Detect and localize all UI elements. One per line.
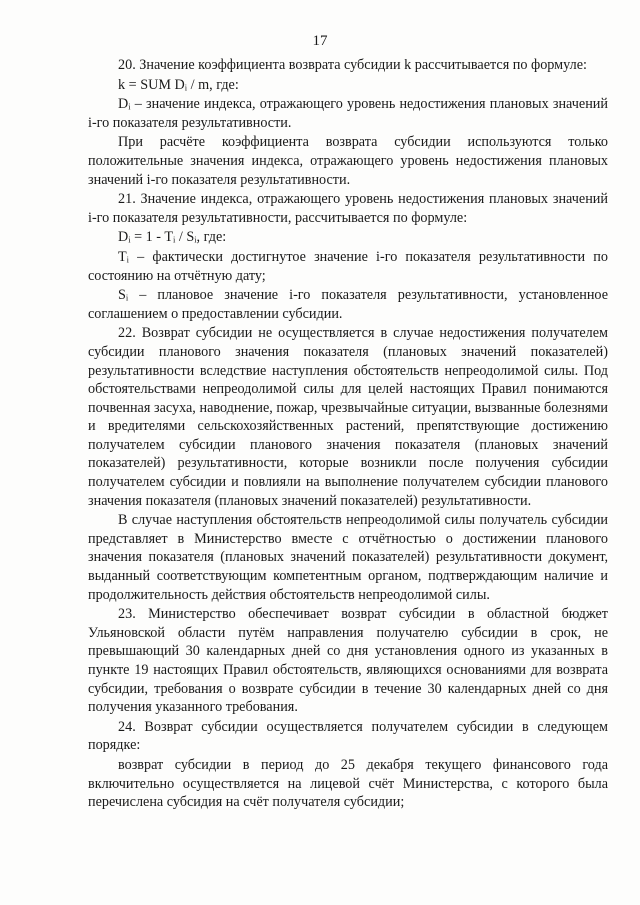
paragraph-20: 20. Значение коэффициента возврата субсидии k рассчитывается по формуле: — [118, 57, 587, 73]
paragraph-23: 23. Министерство обеспечивает возврат субсидии в областной бюджет Ульяновской области путём направления получателю субсидии в срок, не превышающий 30 календарных дней со дня установления одного из указанных в пункте 19 настоящих Правил обстоятельств, являющихся основаниями для возврата субсидии, требования о возврате субсидии в течение 30 календарных дней со дня получения указанного требования. — [88, 606, 608, 716]
paragraph-24: 24. Возврат субсидии осуществляется получателем субсидии в следующем порядке: — [88, 718, 608, 754]
paragraph-22: 22. Возврат субсидии не осуществляется в случае недостижения получателем субсидии планового значения показателя (плановых значений показателей) результативности вследствие наступления обстоятельств непреодолимой силы. Под обстоятельствами непреодолимой силы для целей настоящих Правил понимаются почвенная засуха, наводнение, пожар, чрезвычайные ситуации, вызванные болезнями и вредителями сельскохозяйственных растений, препятствующие достижению получателем субсидии планового значения показателя (плановых значений показателей) результативности, которые возникли после получения субсидии получателем субсидии и повлияли на выполнение получателем субсидии планового значения показателя (плановых значений показателей) результативности. — [88, 325, 608, 509]
document-body — [88, 56, 608, 813]
paragraph-22-force-majeure: В случае наступления обстоятельств непреодолимой силы получатель субсидии представляет в Министерство вместе с отчётностью о достижении планового значения показателя (плановых значений показателей) результативности документ, выданный соответствующим компетентным органом, подтверждающим наличие и продолжительность действия обстоятельств непреодолимой силы. — [88, 512, 608, 603]
paragraph-24-refund-order: возврат субсидии в период до 25 декабря текущего финансового года включительно осуществляется на лицевой счёт Министерства, с которого была перечислена субсидия на счёт получателя субсидии; — [88, 756, 608, 811]
formula-di: Dᵢ = 1 - Tᵢ / Sᵢ, где: — [118, 229, 227, 246]
paragraph-21-si-definition: Sᵢ – плановое значение i-го показателя результативности, установленное соглашением о предоставлении субсидии. — [88, 287, 608, 322]
formula-k: k = SUM Dᵢ / m, где: — [118, 76, 239, 93]
paragraph-21: 21. Значение индекса, отражающего уровень недостижения плановых значений i-го показателя результативности, рассчитывается по формуле: — [88, 191, 608, 226]
paragraph-20-di-definition: Dᵢ – значение индекса, отражающего уровень недостижения плановых значений i-го показателя результативности. — [88, 96, 608, 131]
page-number: 17 — [312, 33, 328, 49]
paragraph-21-ti-definition: Tᵢ – фактически достигнутое значение i-го показателя результативности по состоянию на отчётную дату; — [88, 248, 608, 284]
paragraph-20-note: При расчёте коэффициента возврата субсидии используются только положительные значения индекса, отражающего уровень недостижения плановых значений i-го показателя результативности. — [88, 134, 608, 188]
